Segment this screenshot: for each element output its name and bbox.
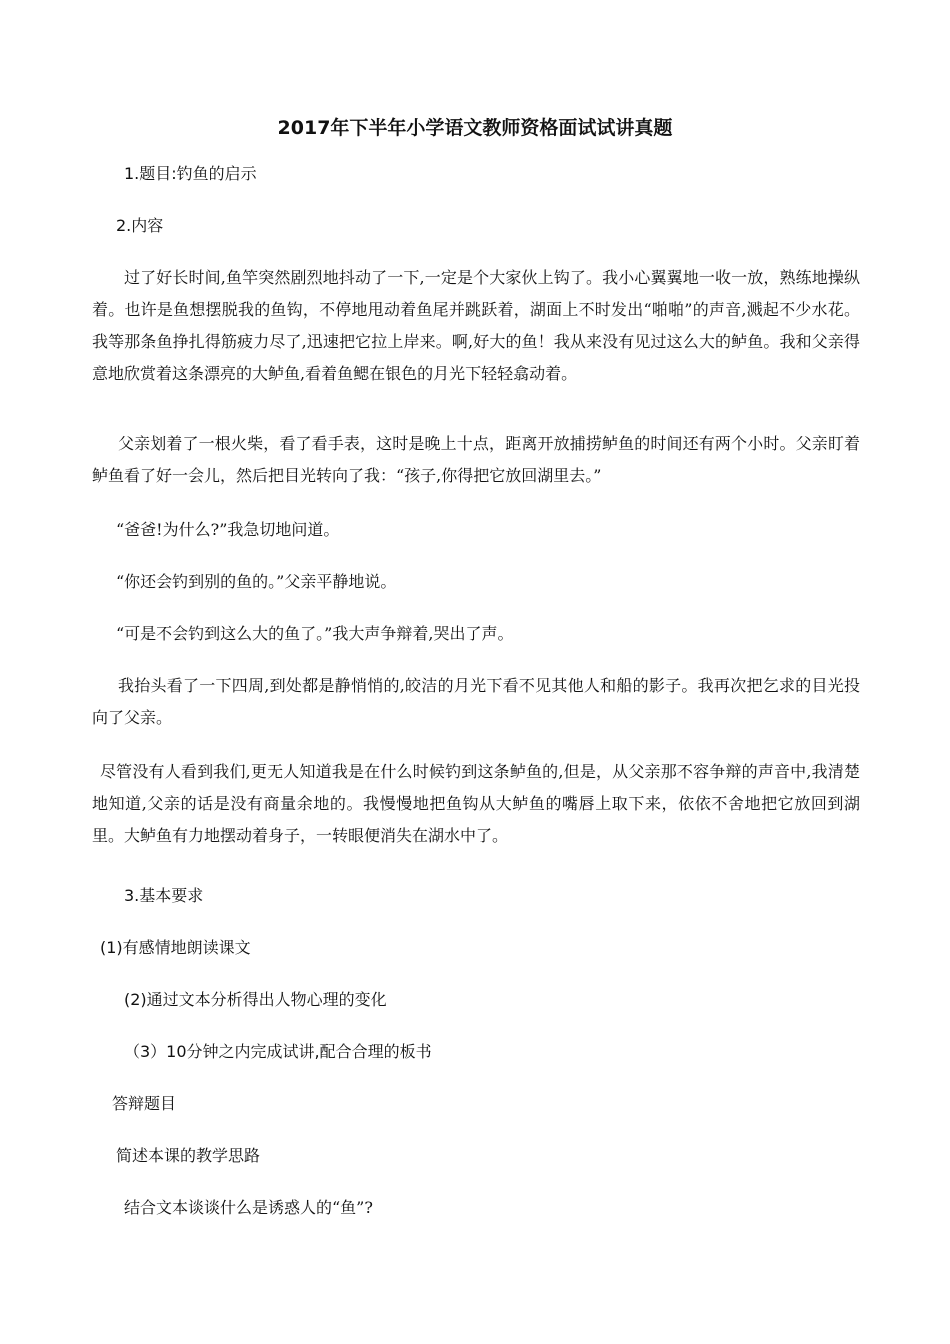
qa-heading: 答辩题目 (112, 1094, 177, 1113)
paragraph-5: “可是不会钓到这么大的鱼了。”我大声争辩着,哭出了声。 (116, 624, 514, 643)
requirement-item: （3）10分钟之内完成试讲,配合合理的板书 (124, 1042, 432, 1061)
paragraph-3: “爸爸!为什么?”我急切地问道。 (116, 520, 340, 539)
paragraph-4: “你还会钓到别的鱼的。”父亲平静地说。 (116, 572, 397, 591)
qa-item: 结合文本谈谈什么是诱惑人的“鱼”? (124, 1198, 373, 1217)
section-heading-topic: 1.题目:钓鱼的启示 (124, 164, 257, 183)
paragraph-2: 父亲划着了一根火柴，看了看手表，这时是晚上十点，距离开放捕捞鲈鱼的时间还有两个小时。父亲盯着鲈鱼看了好一会儿，然后把目光转向了我：“孩子,你得把它放回湖里去。” (92, 434, 860, 485)
section-heading-content: 2.内容 (116, 216, 164, 235)
qa-item: 简述本课的教学思路 (116, 1146, 261, 1165)
requirement-item: (2)通过文本分析得出人物心理的变化 (124, 990, 387, 1009)
section-heading-requirements: 3.基本要求 (124, 886, 204, 905)
paragraph-1: 过了好长时间,鱼竿突然剧烈地抖动了一下,一定是个大家伙上钩了。我小心翼翼地一收一放，熟练地操纵着。也许是鱼想摆脱我的鱼钩，不停地甩动着鱼尾并跳跃着，湖面上不时发出“啪啪”的声音,溅起不少水花。我等那条鱼挣扎得筋疲力尽了,迅速把它拉上岸来。啊,好大的鱼！我从来没有见过这么大的鲈鱼。我和父亲得意地欣赏着这条漂亮的大鲈鱼,看着鱼鳃在银色的月光下轻轻翕动着。 (92, 268, 860, 383)
requirement-item: (1)有感情地朗读课文 (100, 938, 251, 957)
document-title: 2017年下半年小学语文教师资格面试试讲真题 (277, 117, 673, 139)
paragraph-6: 我抬头看了一下四周,到处都是静悄悄的,皎洁的月光下看不见其他人和船的影子。我再次把乞求的目光投向了父亲。 (92, 676, 860, 727)
paragraph-7: 尽管没有人看到我们,更无人知道我是在什么时候钓到这条鲈鱼的,但是，从父亲那不容争辩的声音中,我清楚地知道,父亲的话是没有商量余地的。我慢慢地把鱼钩从大鲈鱼的嘴唇上取下来，依依不舍地把它放回到湖里。大鲈鱼有力地摆动着身子，一转眼便消失在湖水中了。 (92, 762, 860, 845)
